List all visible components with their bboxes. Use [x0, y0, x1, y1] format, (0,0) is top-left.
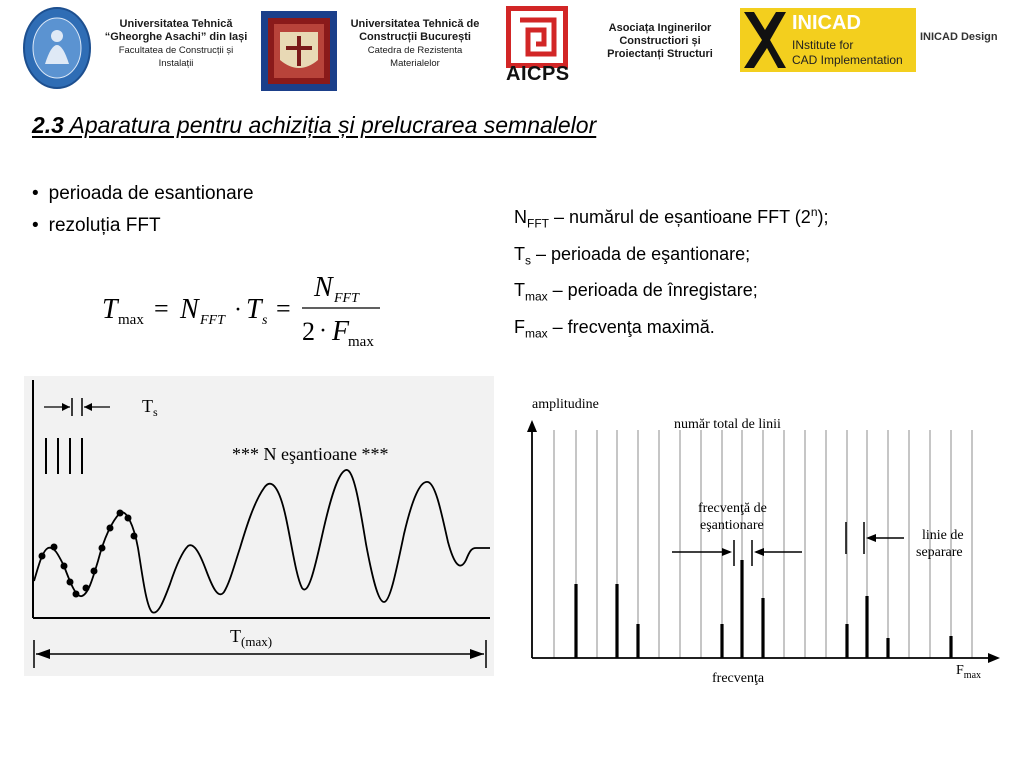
logo2-line3: Catedra de Rezistenta	[367, 45, 463, 56]
svg-text:N: N	[180, 294, 199, 325]
logo1-line2: “Gheorghe Asachi” din Iași	[104, 31, 248, 43]
frequency-axis-label: frecvenţa	[712, 671, 765, 686]
definition-nfft: $N_{FFT}$ – numărul de eșantioane FFT (2$^n$);	[514, 205, 829, 231]
definition-fmax: $F_{max}$ – frecvenţa maximă.	[514, 316, 715, 341]
fft-spectrum-svg	[512, 376, 1008, 688]
separation-label-2: separare	[916, 545, 963, 560]
inicad-logo	[740, 8, 916, 72]
definition-ts: $T_s$ – perioada de eşantionare;	[514, 243, 751, 268]
tuiasi-seal-logo	[22, 6, 92, 90]
bullet-item: • rezoluția FFT	[32, 210, 254, 242]
bullet-item: • perioada de esantionare	[32, 178, 254, 210]
aicps-line1: Asociața Inginerilor	[608, 22, 712, 34]
svg-text:T: T	[102, 294, 118, 325]
tmax-formula	[100, 272, 390, 354]
bullet-list	[32, 178, 254, 242]
time-signal-figure	[24, 376, 494, 676]
svg-text:FFT: FFT	[334, 291, 359, 306]
svg-text:s: s	[262, 313, 268, 328]
logo2-line4: Materialelor	[390, 58, 440, 69]
sampling-freq-label-2: eşantionare	[700, 518, 764, 533]
svg-text:·: ·	[319, 318, 327, 344]
aicps-line2: Constructiori și	[619, 35, 701, 47]
sampling-freq-label-1: frecvenţă de	[698, 501, 767, 516]
inicad-x-mark	[740, 8, 786, 72]
svg-text:=: =	[276, 294, 291, 323]
logo1-line1: Universitatea Tehnică	[119, 18, 233, 30]
tmax-label: $T_{(max)}$	[230, 626, 273, 649]
aicps-line3: Proiectanți Structuri	[607, 48, 713, 60]
total-lines-label: număr total de linii	[674, 417, 781, 432]
amplitude-label: amplitudine	[532, 397, 599, 412]
aicps-logo	[506, 6, 568, 68]
inicad-title: INICAD	[792, 12, 861, 34]
svg-text:=: =	[154, 294, 169, 323]
svg-text:T: T	[246, 294, 262, 325]
logo2-line1: Universitatea Tehnică de	[350, 18, 480, 30]
fmax-label: $F_{max}$	[956, 663, 982, 681]
definition-tmax: $T_{max}$ – perioada de înregistare;	[514, 280, 758, 304]
inicad-line2: CAD Implementation	[792, 53, 903, 67]
svg-text:F: F	[332, 316, 350, 347]
ts-label: $T_s$	[142, 396, 158, 419]
svg-text:FFT: FFT	[200, 313, 225, 328]
inicad-line1: INstitute for	[792, 38, 854, 52]
slide-title	[32, 112, 596, 139]
utcb-shield-logo	[260, 10, 338, 92]
svg-text:2: 2	[302, 317, 315, 346]
section-title: Aparatura pentru achiziția și prelucrarea semnalelor	[69, 112, 597, 138]
svg-text:max: max	[118, 312, 144, 328]
svg-text:N: N	[314, 272, 333, 303]
logo1-line4: Instalații	[158, 58, 194, 69]
inicad-side-text: INICAD Design	[920, 31, 998, 43]
logo2-line2: Construcții București	[359, 31, 471, 43]
svg-text:·: ·	[234, 297, 242, 323]
samples-caption: *** N eşantioane ***	[232, 444, 389, 464]
definitions-list	[514, 197, 829, 348]
separation-label-1: linie de	[922, 528, 964, 543]
header-bar	[0, 0, 1024, 96]
section-number: 2.3	[32, 112, 64, 138]
fft-spectrum-figure	[512, 376, 1008, 688]
time-signal-svg	[24, 376, 494, 676]
aicps-acronym: AICPS	[506, 63, 570, 85]
svg-text:max: max	[348, 334, 374, 350]
logo1-line3: Facultatea de Construcții și	[118, 45, 234, 56]
